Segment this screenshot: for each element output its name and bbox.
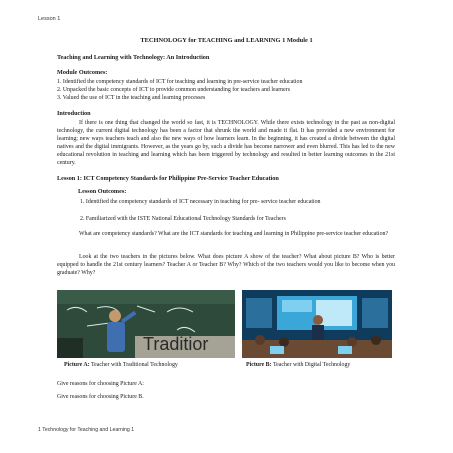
lesson-outcome-1: 1. Identified the competency standards of ICT necessary in teaching for pre- service teacher education (80, 199, 321, 205)
introduction-heading: Introduction (57, 110, 91, 117)
lesson-question: What are competency standards? What are the ICT standards for teaching and learning in Philippine pre-service teacher education? (79, 231, 389, 237)
picture-a-caption-text: Teacher with Traditional Technology (90, 362, 178, 368)
page-footer: 1 Technology for Teaching and Learning 1 (38, 427, 135, 433)
module-outcome-2: 2. Unpacked the basic concepts of ICT to provide common understanding for teachers and learners (57, 87, 290, 93)
digital-classroom-illustration (242, 290, 392, 358)
picture-b-caption-text: Teacher with Digital Technology (272, 362, 351, 368)
reasons-picture-a: Give reasons for choosing Picture A: (57, 381, 144, 387)
picture-a-caption (64, 362, 178, 368)
module-outcomes-heading: Module Outcomes: (57, 69, 108, 76)
lesson-header: Lesson 1 (38, 16, 61, 22)
document-title: TECHNOLOGY for TEACHING and LEARNING 1 Module 1 (140, 37, 313, 44)
picture-b-caption (246, 362, 350, 368)
lesson-outcome-2: 2. Familiarized with the ISTE National Educational Technology Standards for Teachers (80, 216, 286, 222)
lesson1-heading: Lesson 1: ICT Competency Standards for Philippine Pre-Service Teacher Education (57, 175, 279, 182)
picture-b-label: Picture B: (246, 362, 272, 368)
picture-a-overlay-text: Traditior (143, 334, 209, 354)
module-outcome-1: 1. Identified the competency standards of ICT for teaching and learning in pre-service teacher education (57, 79, 303, 85)
introduction-text: If there is one thing that changed the world so fast, it is TECHNOLOGY. While there exists technology in the past as non-digital technology, the current digital technology has been a factor that shrunk the world and made it flat. It has provided a new environment for learning; new ways teachers teach and also the new ways of how learners learn. In the beginning, it has created a divide between the digital natives and the digital immigrants. However, as the years go by, such a divide has become narrower and even blurred. This has led to the new educational revolution in teaching and learning which has been triggered by technology and resulted in better learning outcomes in the 21st century. (57, 120, 395, 166)
reasons-picture-b: Give reasons for choosing Picture B. (57, 394, 144, 400)
lesson-prompt: Look at the two teachers in the pictures below. What does picture A show of the teacher? What about picture B? Who is better equipped to handle the 21st century learners? Teacher A or Teacher B? Why? Which of the two teachers would you like to become when you graduate? Why? (57, 254, 395, 276)
module-outcome-3: 3. Valued the use of ICT in the teaching and learning processes (57, 95, 206, 101)
subtitle: Teaching and Learning with Technology: An Introduction (57, 54, 210, 61)
lesson-outcomes-heading: Lesson Outcomes: (78, 188, 127, 195)
picture-a-label: Picture A: (64, 362, 90, 368)
picture-a-image (57, 290, 235, 358)
picture-b-image (242, 290, 392, 358)
